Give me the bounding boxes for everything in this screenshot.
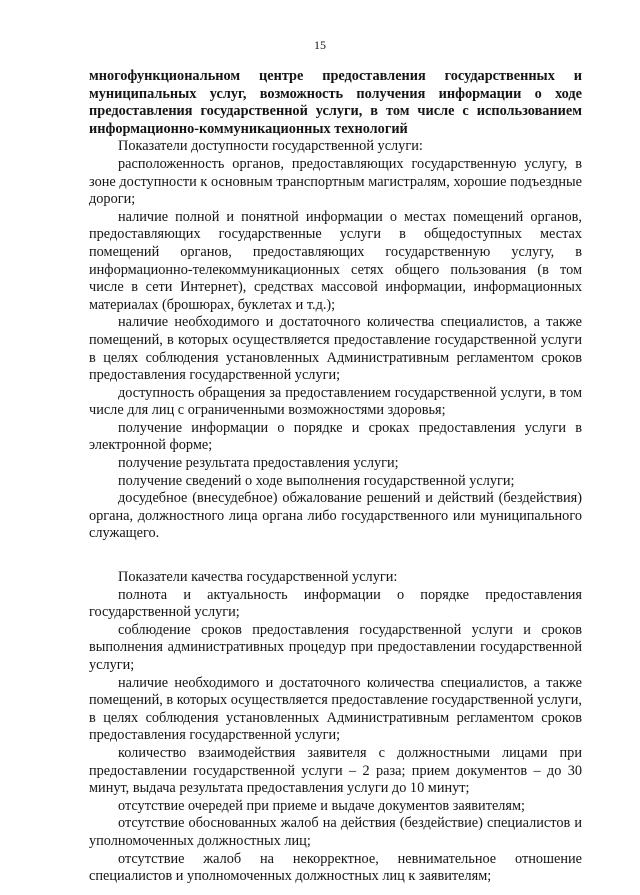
- accessibility-item: расположенность органов, предоставляющих государственную услугу, в зоне доступности к основным транспортным магистралям, хорошие подъездные дороги;: [89, 155, 582, 208]
- quality-item: отсутствие жалоб на некорректное, невнимательное отношение специалистов и уполномоченных должностных лиц к заявителям;: [89, 850, 582, 885]
- page-number: 15: [314, 38, 326, 52]
- accessibility-item: получение сведений о ходе выполнения государственной услуги;: [118, 472, 515, 489]
- accessibility-title: Показатели доступности государственной услуги:: [118, 138, 423, 155]
- quality-item: отсутствие очередей при приеме и выдаче документов заявителям;: [118, 797, 526, 814]
- accessibility-item: досудебное (внесудебное) обжалование решений и действий (бездействия) органа, должностного лица органа либо государственного или муниципального служащего.: [89, 490, 582, 542]
- accessibility-item: наличие полной и понятной информации о местах помещений органов, предоставляющих государственные услуги в общедоступных местах помещений органов, предоставляющих государственную услугу, в информационно-телекоммуникационных сетях общего пользования (в том числе в сети Интернет), средствах массовой информации, информационных материалах (брошюрах, буклетах и т.д.);: [89, 208, 582, 313]
- section-heading: многофункциональном центре предоставления государственных и муниципальных услуг, возможность получения информации о ходе предоставления государственной услуги, в том числе с использованием информационно-коммуникационных технологий: [89, 68, 582, 137]
- quality-item: полнота и актуальность информации о порядке предоставления государственной услуги;: [89, 586, 582, 621]
- accessibility-item: доступность обращения за предоставлением государственной услуги, в том числе для лиц с ограниченными возможностями здоровья;: [89, 384, 582, 419]
- quality-item: наличие необходимого и достаточного количества специалистов, а также помещений, в которых осуществляется предоставление государственной услуги, в целях соблюдения установленных Административным регламентом сроков предоставления государственной услуги;: [89, 674, 582, 744]
- accessibility-item: наличие необходимого и достаточного количества специалистов, а также помещений, в которых осуществляется предоставление государственной услуги в целях соблюдения установленных Административным регламентом сроков предоставления государственной услуги;: [89, 314, 582, 384]
- quality-item: соблюдение сроков предоставления государственной услуги и сроков выполнения административных процедур при предоставлении государственной услуги;: [89, 621, 582, 673]
- document-body: [89, 68, 582, 886]
- quality-item: количество взаимодействия заявителя с должностными лицами при предоставлении государственной услуги – 2 раза; прием документов – до 30 минут, выдача результата предоставления услуги до 10 минут;: [89, 744, 582, 797]
- quality-title: Показатели качества государственной услуги:: [118, 569, 398, 586]
- accessibility-item: получение результата предоставления услуги;: [118, 455, 399, 472]
- accessibility-item: получение информации о порядке и сроках предоставления услуги в электронной форме;: [89, 419, 582, 454]
- quality-item: отсутствие обоснованных жалоб на действия (бездействие) специалистов и уполномоченных должностных лиц;: [89, 815, 582, 849]
